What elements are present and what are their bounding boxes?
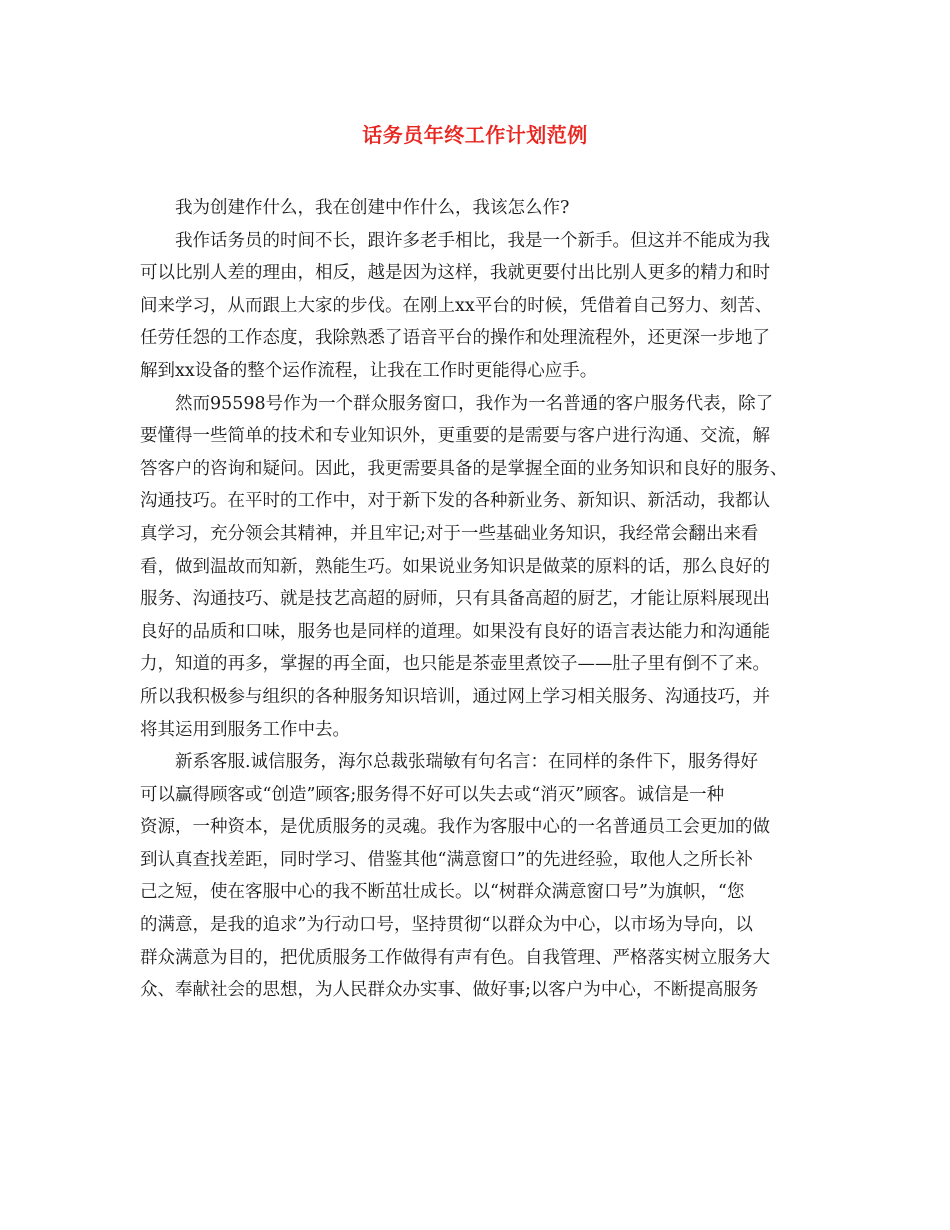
paragraph bbox=[140, 192, 810, 225]
text-line: 我作话务员的时间不长，跟许多老手相比，我是一个新手。但这并不能成为我 bbox=[175, 230, 770, 251]
text-line: 真学习，充分领会其精神，并且牢记;对于一些基础业务知识，我经常会翻出来看 bbox=[140, 523, 759, 544]
text-line: 力，知道的再多，掌握的再全面，也只能是茶壶里煮饺子——肚子里有倒不了来。 bbox=[140, 654, 770, 675]
text-line: 群众满意为目的，把优质服务工作做得有声有色。自我管理、严格落实树立服务大 bbox=[140, 947, 770, 968]
text-line: 可以赢得顾客或“创造”顾客;服务得不好可以失去或“消灭”顾客。诚信是一种 bbox=[140, 784, 725, 805]
text-line: 的满意，是我的追求”为行动口号，坚持贯彻“以群众为中心，以市场为导向，以 bbox=[140, 915, 753, 936]
text-line: 沟通技巧。在平时的工作中，对于新下发的各种新业务、新知识、新活动，我都认 bbox=[140, 491, 770, 512]
text-line: 所以我积极参与组织的各种服务知识培训，通过网上学习相关服务、沟通技巧，并 bbox=[140, 686, 770, 707]
text-line: 任劳任怨的工作态度，我除熟悉了语音平台的操作和处理流程外，还更深一步地了 bbox=[140, 328, 770, 349]
paragraph bbox=[140, 746, 810, 1007]
text-line: 间来学习，从而跟上大家的步伐。在刚上xx平台的时候，凭借着自己努力、刻苦、 bbox=[140, 295, 773, 316]
paragraph bbox=[140, 225, 810, 388]
text-line: 然而95598号作为一个群众服务窗口，我作为一名普通的客户服务代表，除了 bbox=[175, 393, 774, 414]
text-line: 看，做到温故而知新，熟能生巧。如果说业务知识是做菜的原料的话，那么良好的 bbox=[140, 556, 770, 577]
paragraph bbox=[140, 388, 810, 747]
text-line: 要懂得一些简单的技术和专业知识外，更重要的是需要与客户进行沟通、交流，解 bbox=[140, 426, 770, 447]
text-line: 己之短，使在客服中心的我不断茁壮成长。以“树群众满意窗口号”为旗帜，“您 bbox=[140, 882, 745, 903]
text-line: 服务、沟通技巧、就是技艺高超的厨师，只有具备高超的厨艺，才能让原料展现出 bbox=[140, 589, 770, 610]
document-body bbox=[140, 192, 810, 1007]
text-line: 我为创建作什么，我在创建中作什么，我该怎么作? bbox=[175, 198, 570, 218]
text-line: 众、奉献社会的思想，为人民群众办实事、做好事;以客户为中心，不断提高服务 bbox=[140, 980, 759, 1001]
text-line: 可以比别人差的理由，相反，越是因为这样，我就更要付出比别人更多的精力和时 bbox=[140, 263, 770, 284]
text-line: 良好的品质和口味，服务也是同样的道理。如果没有良好的语言表达能力和沟通能 bbox=[140, 621, 770, 642]
document-title: 话务员年终工作计划范例 bbox=[362, 123, 588, 147]
text-line: 答客户的咨询和疑问。因此，我更需要具备的是掌握全面的业务知识和良好的服务、 bbox=[140, 458, 788, 479]
text-line: 新系客服.诚信服务，海尔总裁张瑞敏有句名言：在同样的条件下，服务得好 bbox=[175, 752, 759, 773]
text-line: 到认真查找差距，同时学习、借鉴其他“满意窗口”的先进经验，取他人之所长补 bbox=[140, 849, 753, 870]
text-line: 将其运用到服务工作中去。 bbox=[140, 719, 350, 740]
text-line: 解到xx设备的整个运作流程，让我在工作时更能得心应手。 bbox=[140, 360, 598, 381]
text-line: 资源，一种资本，是优质服务的灵魂。我作为客服中心的一名普通员工会更加的做 bbox=[140, 817, 770, 838]
